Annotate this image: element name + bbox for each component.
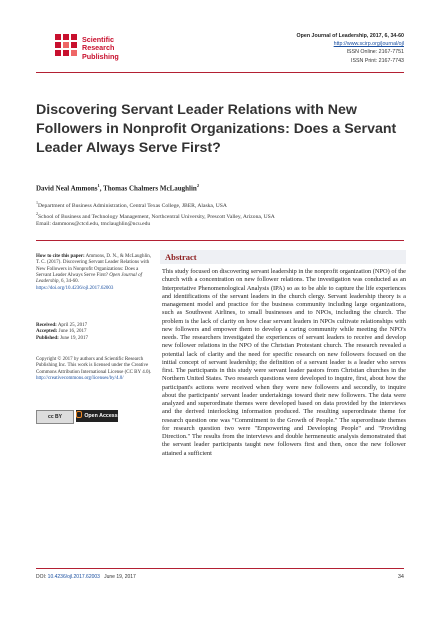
author-1: David Neal Ammons [36,184,98,193]
received-date: April 25, 2017 [57,323,88,328]
open-access-lock-icon [76,411,82,418]
citation-doi-link[interactable]: https://doi.org/10.4236/ojl.2017.62003 [36,285,114,291]
journal-url-link[interactable]: http://www.scirp.org/journal/ojl [333,41,404,48]
footer-doi-link[interactable]: 10.4236/ojl.2017.62003 [47,574,100,580]
open-access-badge: Open Access [76,410,118,422]
affiliation-1: $^1$Department of Business Administration, Central Texas College, JBER, Alaska, USA [36,200,227,209]
publisher-logo-mark-icon [55,34,77,56]
abstract-label: Abstract [165,252,197,262]
publisher-name: Scientific Research Publishing [82,35,119,61]
paper-title: Discovering Servant Leader Relations with New Followers in Nonprofit Organizations: Does a Servant Leader Always Serve First? [36,102,397,156]
issn-online: ISSN Online: 2167-7751 [346,49,404,56]
header-rule [36,72,404,73]
footer-date: June 19, 2017 [104,574,136,580]
license-link[interactable]: http://creativecommons.org/licenses/by/4.0/ [36,376,124,382]
title-rule [36,240,404,241]
abstract-text: This study focused on discovering servant leadership in the nonprofit organization (NPO) of the church with a concentration on new follower relations. The investigation was conducted as an Interpretative Phenomenological Analysis (IPA) so as to be able to capture the life experiences and identifications of the servant leaders in the church clergy. Servant leadership theory is a management model and practice for the business community including large organizations, such as Southwest Airlines, to small businesses and to NPOs, including the church. The problem is the lack of clarity on how clear servant leaders in NPOs cultivate relationships with new followers and empower them to develop a caring community while meeting the NPO's needs. The researchers investigated the experiences of servant leaders to receive and develop new follower relations in the NPO of the Christian Protestant church. The research revealed a potential lack of clarity and the need for specific research on new followers focused on the initial concept of servant leadership; the definition of a servant leader is a leader who serves first. The participants in this study were servant leader pastors from Christian churches in the Northern United States. Two research questions were developed to inquire, first, about how the participant's actions were received when they were new followers and secondly, to inquire about the participants' servant leader undertakings toward their new followers. The data were analyzed and superordinate themes were developed based on data provided by the interviews and the derived interlocking information produced. The resulting superordinate theme for research question one was "Commitment to the Growth of People." The superordinate themes for research question two were "Empowering and Developing People" and "Providing Direction." The results from the interviews and double hermeneutic analysis demonstrated that the servant leader participants taught new followers first and then, once the new follower attained a sufficient [162,268,406,457]
citation-block: How to cite this paper: Ammons, D. N., & McLaughlin, T. C. (2017). Discovering Servant Leader Relations with New Followers in Nonprofit Organizations: Does a Servant Leader Always Serve First? Open Journal of Leadership, 6, 34-60. https://doi.org/10.4236/ojl.2017.62003 [36,254,152,291]
issn-print: ISSN Print: 2167-7743 [351,57,404,64]
footer-rule [36,568,404,569]
publisher-logo [55,34,175,66]
accepted-date: June 16, 2017 [58,329,87,335]
footer-doi: DOI: 10.4236/ojl.2017.62003 June 19, 2017 [36,574,136,580]
journal-info [297,32,404,65]
cc-by-license-icon: cc BY [36,410,74,424]
author-2: Thomas Chalmers McLaughlin [103,184,197,193]
page-number: 34 [397,574,404,580]
copyright-block: Copyright © 2017 by authors and Scientific Research Publishing Inc. This work is licensed under the Creative Commons Attribution International License (CC BY 4.0). http://creativecommons.org/licenses/by/4.0/ [36,357,152,382]
journal-name: Open Journal of Leadership, 2017, 6, 34-60 [296,33,404,39]
dates-block: Received: April 25, 2017 Accepted: June 16, 2017 Published: June 19, 2017 [36,323,88,341]
affiliation-2: $^2$School of Business and Technology Management, Northcentral University, Prescott Valley, Arizona, USA [36,211,275,220]
published-date: June 19, 2017 [60,335,88,341]
authors: David Neal Ammons$^1$, Thomas Chalmers McLaughlin$^2$ [36,183,200,193]
author-email: Email: dammons@ctcd.edu, tmclaughlin@ncu.edu [36,221,151,227]
